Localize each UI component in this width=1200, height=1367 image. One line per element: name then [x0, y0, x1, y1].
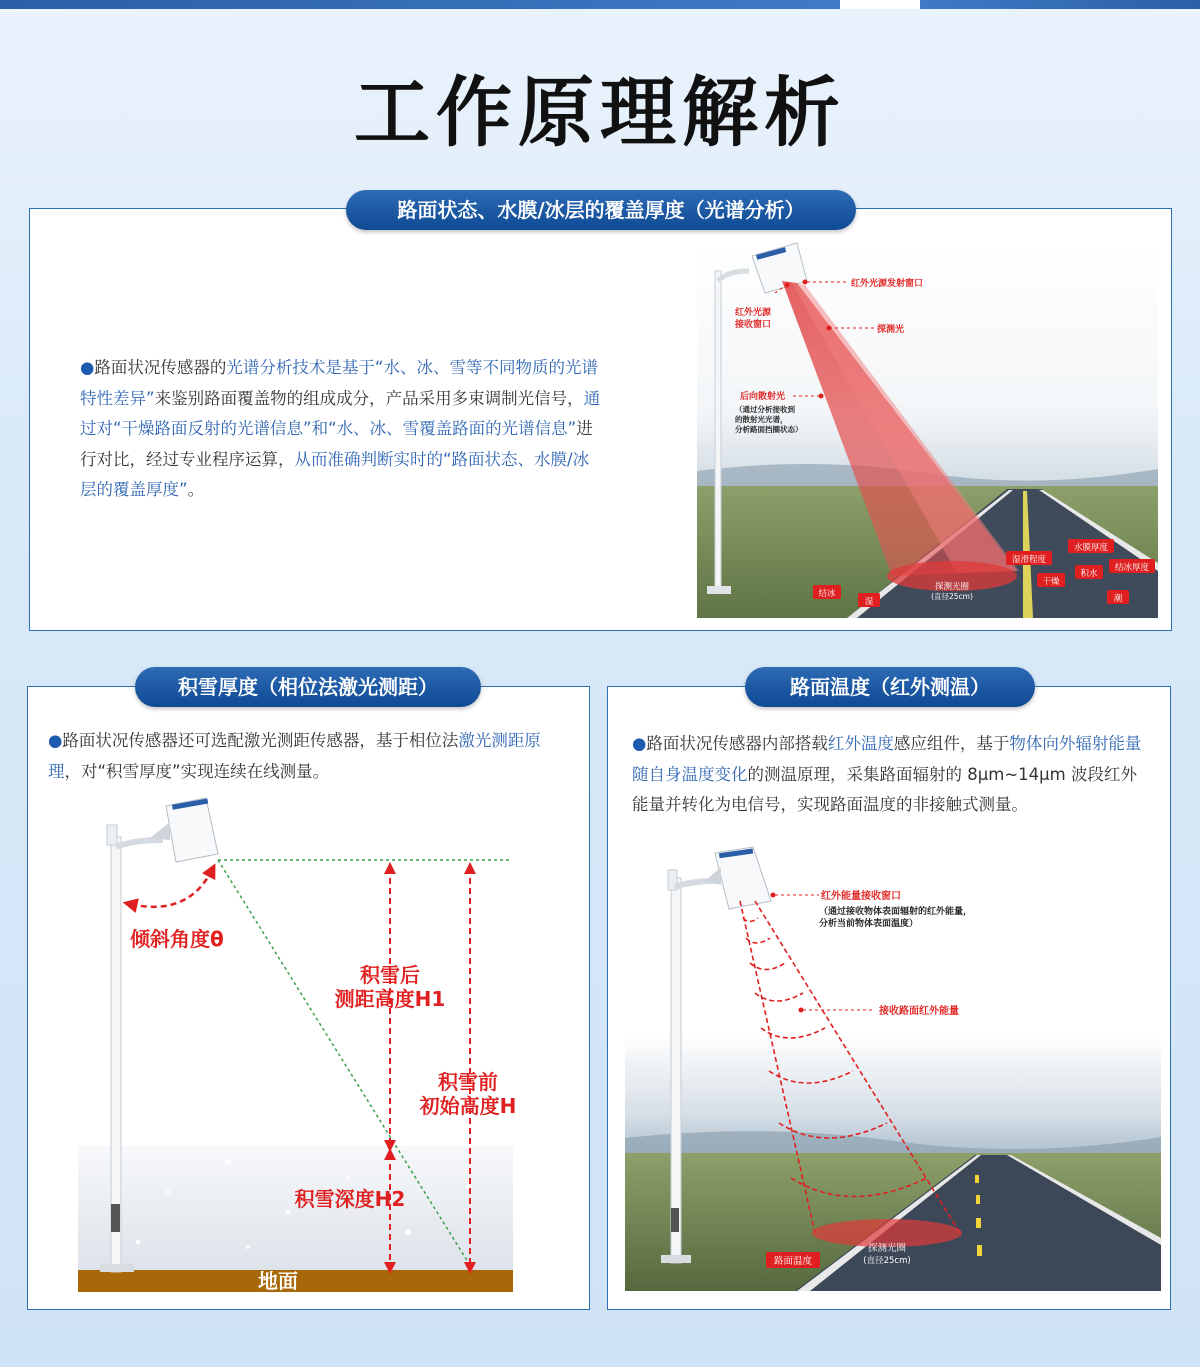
top-accent-bar-middle — [840, 0, 920, 9]
recv-note-line1: （通过接收物体表面辐射的红外能量， — [819, 907, 973, 917]
page-title: 工作原理解析 — [354, 68, 846, 157]
snow-depth-diagram — [78, 792, 528, 1297]
top-accent-bar-left — [0, 0, 840, 9]
tag-slippery: 湿滑程度 — [1011, 555, 1047, 565]
ground-label: 地面 — [258, 1269, 298, 1293]
temperature-scene-illustration — [625, 823, 1161, 1291]
snow-depth-svg — [78, 792, 528, 1297]
snow-heading: 积雪厚度（相位法激光测距） — [135, 667, 481, 707]
spectrum-description: ●路面状况传感器的光谱分析技术是基于“水、冰、雪等不同物质的光谱特性差异”来鉴别路面覆盖物的组成成分，产品采用多束调制光信号，通过对“干燥路面反射的光谱信息”和“水、冰、雪覆盖路面的光谱信息”进行对比，经过专业程序运算，从而准确判断实时的“路面状态、水膜/冰层的覆盖厚度”。 — [80, 358, 601, 499]
tag-ice-thickness: 结冰厚度 — [1114, 563, 1150, 573]
temperature-heading: 路面温度（红外测温） — [745, 667, 1035, 707]
tag-wet: 湿 — [864, 597, 874, 607]
temperature-scene-svg — [625, 823, 1161, 1291]
tilt-angle-label: 倾斜角度θ — [130, 927, 224, 951]
recv-window-label-line1: 红外光源 — [735, 308, 772, 318]
spot-label-line2: (直径25cm) — [931, 592, 973, 601]
spectrum-scene-svg — [697, 241, 1158, 618]
tag-damp: 潮 — [1113, 594, 1123, 604]
backscatter-note-1: （通过分析接收到 — [735, 405, 795, 414]
h-label-line1: 积雪前 — [438, 1070, 498, 1094]
recv-window-label: 红外能量接收窗口 — [821, 891, 901, 902]
top-accent-bar-right — [920, 0, 1200, 9]
temperature-description: ●路面状况传感器内部搭载红外温度感应组件，基于物体向外辐射能量随自身温度变化的测温原理，采集路面辐射的 8μm~14μm 波段红外能量并转化为电信号，实现路面温度的非接触式测量。 — [632, 734, 1142, 814]
recv-window-label-line2: 接收窗口 — [735, 320, 772, 330]
bullet-dot-icon: ● — [48, 731, 63, 750]
recv-note-line2: 分析当前物体表面温度） — [819, 919, 919, 929]
emit-window-label: 红外光源发射窗口 — [851, 279, 924, 289]
spot-label-line1: 探测光圈 — [867, 1243, 907, 1254]
spectrum-heading: 路面状态、水膜/冰层的覆盖厚度（光谱分析） — [346, 190, 856, 230]
tag-dry: 干燥 — [1042, 577, 1060, 587]
spot-label-line1: 探测光圈 — [934, 582, 970, 592]
tag-ice: 结冰 — [818, 589, 836, 599]
spot-label-line2: (直径25cm) — [863, 1256, 911, 1266]
h1-label-line1: 积雪后 — [360, 963, 420, 987]
backscatter-note-2: 的散射光光谱， — [735, 415, 788, 424]
h2-label: 积雪深度H2 — [294, 1187, 406, 1211]
tag-standing-water: 积水 — [1080, 569, 1098, 579]
bullet-dot-icon: ● — [632, 734, 647, 753]
h1-label-line2: 测距高度H1 — [334, 987, 446, 1011]
backscatter-note-3: 分析路面挡圈状态） — [735, 425, 803, 434]
recv-energy-label: 接收路面红外能量 — [879, 1006, 959, 1017]
snow-description: ●路面状况传感器还可选配激光测距传感器，基于相位法激光测距原理，对“积雪厚度”实现连续在线测量。 — [48, 731, 541, 781]
backscatter-label: 后向散射光 — [740, 392, 786, 402]
bullet-dot-icon: ● — [80, 358, 95, 377]
probe-light-label: 探测光 — [877, 325, 905, 335]
h-label-line2: 初始高度H — [419, 1094, 517, 1118]
tag-water-film: 水膜厚度 — [1073, 543, 1109, 553]
spectrum-scene-illustration — [697, 241, 1158, 618]
road-temp-tag: 路面温度 — [773, 1256, 813, 1267]
